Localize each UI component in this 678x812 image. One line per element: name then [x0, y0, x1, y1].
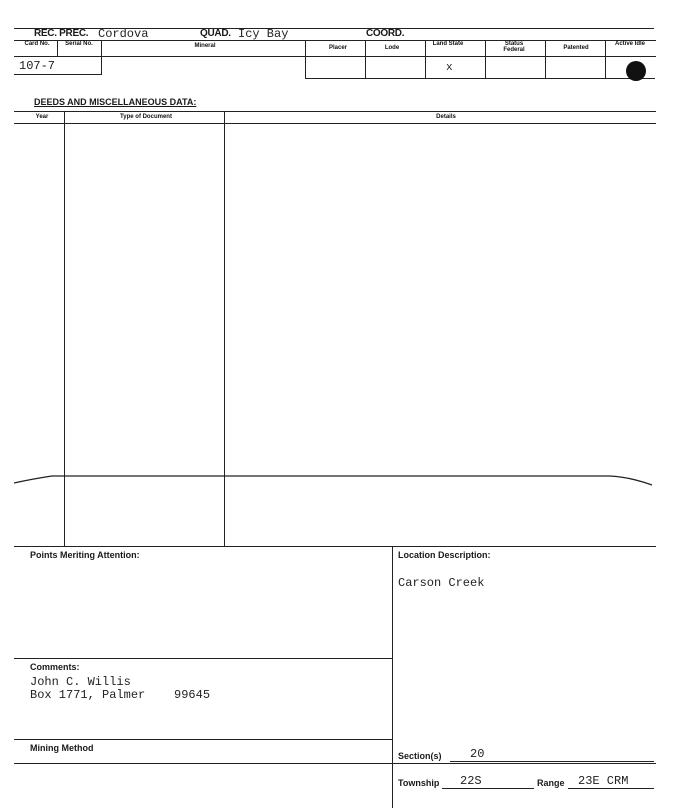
details-header: Details	[436, 114, 456, 120]
header-mid-rule	[14, 40, 656, 41]
card-no-header: Card No.	[24, 41, 50, 47]
type-header: Type of Document	[120, 114, 172, 120]
comments-label: Comments:	[30, 662, 80, 672]
fold-line	[14, 476, 652, 485]
card-no-value: 107-7	[19, 59, 56, 73]
deeds-header-rule	[14, 123, 656, 124]
section-underline	[450, 761, 654, 762]
serial-mineral-divider	[101, 40, 102, 75]
deeds-title: DEEDS AND MISCELLANEOUS DATA:	[34, 97, 197, 107]
year-header: Year	[35, 114, 49, 120]
township-value: 22S	[460, 774, 482, 788]
lode-land-divider	[425, 40, 426, 78]
mineral-placer-divider	[305, 40, 306, 78]
quad-label: QUAD.	[200, 28, 231, 39]
header-bottom-rule	[305, 78, 655, 79]
location-value: Carson Creek	[398, 576, 485, 590]
coord-label: COORD.	[366, 28, 405, 39]
range-value: 23E CRM	[578, 774, 629, 788]
lower-vertical-divider	[392, 546, 393, 808]
land-federal-divider	[485, 40, 486, 78]
patented-header: Patented	[563, 45, 589, 51]
legal-mid-rule	[14, 763, 656, 764]
section-value: 20	[470, 747, 485, 761]
status-federal-header: Status Federal	[503, 41, 525, 53]
federal-patented-divider	[545, 40, 546, 78]
land-status-mark: x	[446, 62, 453, 74]
range-underline	[568, 788, 654, 789]
deeds-top-rule	[14, 111, 656, 112]
patented-active-divider	[605, 40, 606, 78]
active-idle-header: Active Idle	[614, 41, 645, 47]
header-column-rule	[14, 56, 656, 57]
range-label: Range	[537, 778, 565, 788]
township-underline	[442, 788, 534, 789]
land-status-header: Land State	[432, 41, 464, 47]
lode-header: Lode	[384, 45, 400, 51]
rec-prec-label: REC. PREC.	[34, 28, 89, 39]
comments-line-2: Box 1771, Palmer 99645	[30, 688, 211, 702]
mineral-header: Mineral	[194, 43, 216, 49]
location-label: Location Description:	[398, 550, 491, 560]
mining-method-label: Mining Method	[30, 743, 94, 753]
card-serial-divider	[57, 40, 58, 56]
active-idle-dot-icon	[626, 61, 646, 81]
card-no-underline	[14, 74, 102, 75]
serial-no-header: Serial No.	[65, 41, 93, 47]
township-label: Township	[398, 778, 440, 788]
comments-top-rule	[14, 658, 392, 659]
placer-lode-divider	[365, 40, 366, 78]
points-label: Points Meriting Attention:	[30, 550, 140, 560]
mining-top-rule	[14, 739, 392, 740]
rec-prec-value: Cordova	[98, 27, 149, 41]
placer-header: Placer	[328, 45, 347, 51]
comments-line-1: John C. Willis	[30, 675, 131, 689]
fold-line-svg	[0, 465, 678, 495]
section-label: Section(s)	[398, 751, 442, 761]
deeds-bottom-rule	[14, 546, 656, 547]
quad-value: Icy Bay	[238, 27, 289, 41]
